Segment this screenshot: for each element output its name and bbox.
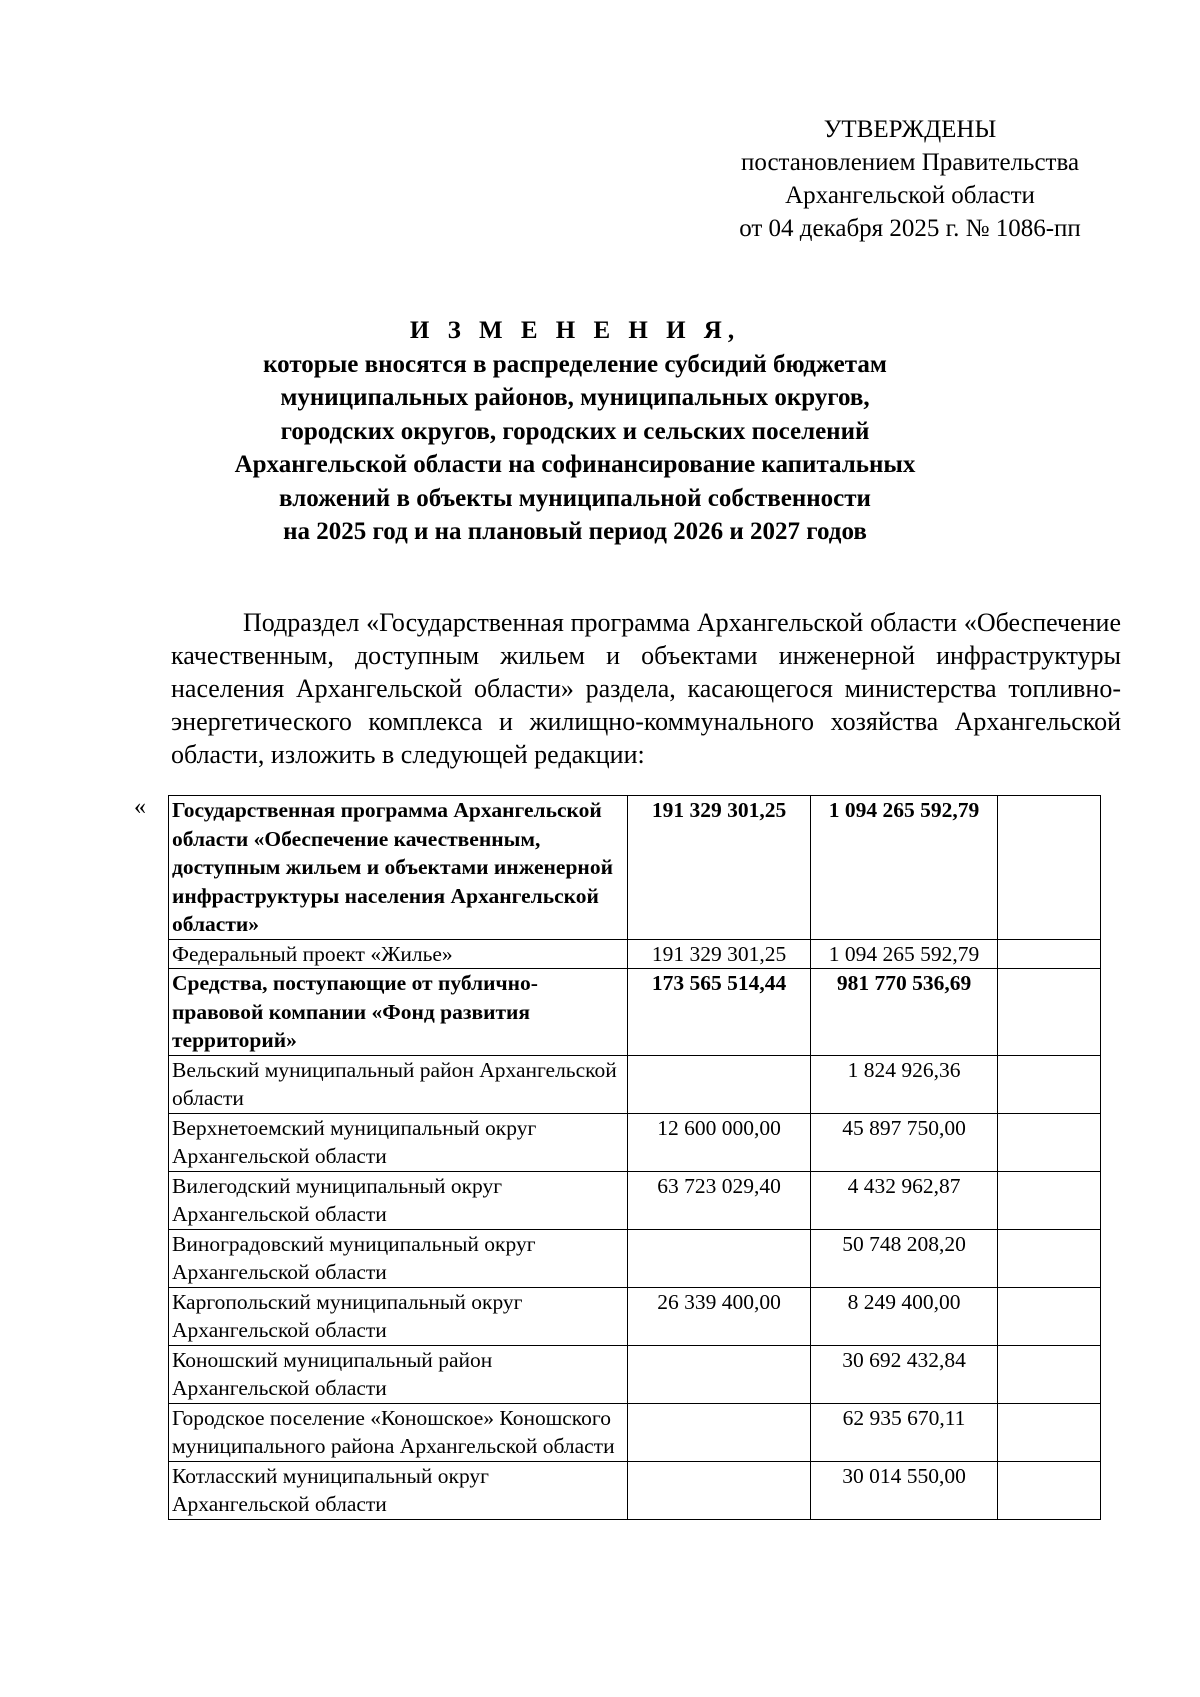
amount-2025-cell [628, 1345, 811, 1403]
approval-line: Архангельской области [785, 182, 1035, 209]
amount-2027-cell [998, 1403, 1101, 1461]
amount-2025-cell [628, 1055, 811, 1113]
amount-2027-cell [998, 1461, 1101, 1519]
amount-2026-cell: 4 432 962,87 [811, 1171, 998, 1229]
amount-2025-cell: 191 329 301,25 [628, 796, 811, 940]
amount-2026-cell: 30 692 432,84 [811, 1345, 998, 1403]
approval-title: УТВЕРЖДЕНЫ [823, 116, 997, 143]
table-row [169, 1287, 1101, 1345]
opening-quote: « [134, 794, 146, 820]
recipient-cell: Коношский муниципальный район Архангельской области [169, 1345, 628, 1403]
amount-2027-cell [998, 1287, 1101, 1345]
table-row [169, 939, 1101, 969]
intro-text: Подраздел «Государственная программа Архангельской области «Обеспечение качественным, доступным жильем и объектами инженерной инфраструктуры населения Архангельской области» раздела, касающегося министерства топливно-энергетического комплекса и жилищно-коммунального хозяйства Архангельской области, изложить в следующей редакции: [171, 608, 1121, 769]
amount-2025-cell: 173 565 514,44 [628, 969, 811, 1056]
title-line: городских округов, городских и сельских поселений [280, 417, 870, 445]
amount-2026-cell: 1 824 926,36 [811, 1055, 998, 1113]
title-line: Архангельской области на софинансирование капитальных [234, 451, 916, 478]
table-row [169, 969, 1101, 1056]
recipient-cell: Верхнетоемский муниципальный округ Архангельской области [169, 1113, 628, 1171]
amount-2027-cell [998, 1055, 1101, 1113]
title-line: вложений в объекты муниципальной собственности [279, 484, 871, 512]
title-line: муниципальных районов, муниципальных округов, [280, 384, 870, 411]
title-line: на 2025 год и на плановый период 2026 и 2027 годов [283, 518, 867, 545]
recipient-cell: Котласский муниципальный округ Архангельской области [169, 1461, 628, 1519]
title-heading: И З М Е Н Е Н И Я, [409, 317, 741, 344]
amount-2025-cell: 26 339 400,00 [628, 1287, 811, 1345]
amount-2027-cell [998, 939, 1101, 969]
subsidy-table-body [169, 796, 1101, 1520]
amount-2026-cell: 45 897 750,00 [811, 1113, 998, 1171]
subsidy-table [168, 795, 1101, 1520]
amount-2026-cell: 30 014 550,00 [811, 1461, 998, 1519]
amount-2025-cell: 191 329 301,25 [628, 939, 811, 969]
table-row [169, 1345, 1101, 1403]
amount-2026-cell: 1 094 265 592,79 [811, 796, 998, 940]
amount-2025-cell: 63 723 029,40 [628, 1171, 811, 1229]
recipient-cell: Государственная программа Архангельской области «Обеспечение качественным, доступным жильем и объектами инженерной инфраструктуры населения Архангельской области» [169, 796, 628, 940]
amount-2025-cell: 12 600 000,00 [628, 1113, 811, 1171]
amount-2026-cell: 50 748 208,20 [811, 1229, 998, 1287]
approval-stamp [700, 113, 1120, 245]
amount-2025-cell [628, 1461, 811, 1519]
recipient-cell: Средства, поступающие от публично-правовой компании «Фонд развития территорий» [169, 969, 628, 1056]
table-row [169, 1171, 1101, 1229]
table-row [169, 1113, 1101, 1171]
table-row [169, 1229, 1101, 1287]
approval-line: постановлением Правительства [740, 149, 1080, 176]
amount-2026-cell: 8 249 400,00 [811, 1287, 998, 1345]
amount-2027-cell [998, 1229, 1101, 1287]
amount-2025-cell [628, 1403, 811, 1461]
table-row [169, 1403, 1101, 1461]
amount-2027-cell [998, 796, 1101, 940]
recipient-cell: Федеральный проект «Жилье» [169, 939, 628, 969]
amount-2026-cell: 62 935 670,11 [811, 1403, 998, 1461]
recipient-cell: Вельский муниципальный район Архангельской области [169, 1055, 628, 1113]
table-row [169, 1461, 1101, 1519]
table-row [169, 1055, 1101, 1113]
amount-2026-cell: 981 770 536,69 [811, 969, 998, 1056]
approval-date: от 04 декабря 2025 г. № 1086-пп [739, 215, 1081, 242]
recipient-cell: Виноградовский муниципальный округ Архангельской области [169, 1229, 628, 1287]
recipient-cell: Вилегодский муниципальный округ Архангельской области [169, 1171, 628, 1229]
amount-2027-cell [998, 1171, 1101, 1229]
recipient-cell: Городское поселение «Коношское» Коношского муниципального района Архангельской области [169, 1403, 628, 1461]
document-title [200, 314, 950, 549]
amount-2027-cell [998, 1345, 1101, 1403]
amount-2027-cell [998, 1113, 1101, 1171]
recipient-cell: Каргопольский муниципальный округ Архангельской области [169, 1287, 628, 1345]
amount-2027-cell [998, 969, 1101, 1056]
amount-2026-cell: 1 094 265 592,79 [811, 939, 998, 969]
title-line: которые вносятся в распределение субсидий бюджетам [263, 350, 887, 378]
table-row [169, 796, 1101, 940]
amount-2025-cell [628, 1229, 811, 1287]
intro-paragraph [171, 606, 1121, 771]
